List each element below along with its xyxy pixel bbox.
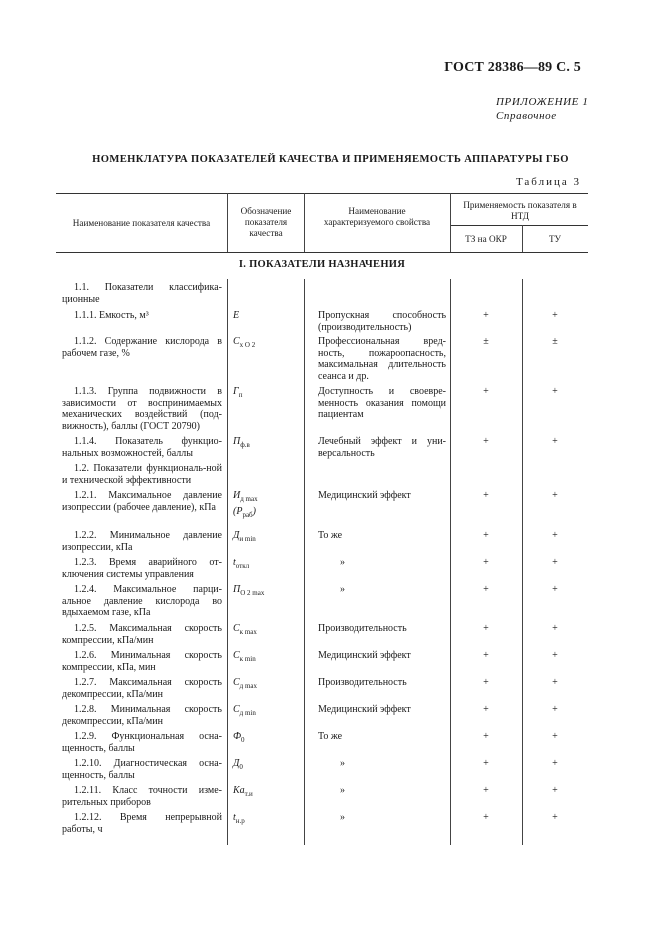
row-symbol: $Ф_0$: [233, 731, 245, 744]
document-reference: ГОСТ 28386—89 С. 5: [444, 60, 581, 75]
row-tu: ±: [552, 336, 558, 347]
row-property: То же: [318, 731, 343, 742]
row-property: То же: [318, 530, 343, 541]
row-symbol: $t_{н.р}$: [233, 812, 245, 825]
row-tu: +: [552, 650, 558, 661]
row-name: 1.1. Показатели классифика-ционные: [62, 282, 222, 305]
row-property: »: [340, 584, 345, 595]
row-tz: ±: [483, 336, 489, 347]
col-header-name: Наименование показателя качества: [72, 218, 211, 228]
row-tu: +: [552, 490, 558, 501]
row-property: Медицинский эффект: [318, 650, 411, 661]
row-symbol: E: [233, 310, 240, 321]
row-tu: +: [552, 310, 558, 321]
row-tu: +: [552, 623, 558, 634]
row-tu: +: [552, 530, 558, 541]
col-header-applicability: Применяемость показателя в НТД: [463, 200, 577, 221]
column-divider: [227, 279, 228, 845]
row-tu: +: [552, 584, 558, 595]
row-tu: +: [552, 386, 558, 397]
row-tz: +: [483, 623, 489, 634]
row-property: Доступность и своевре-менность оказания помощи пациентам: [318, 386, 446, 420]
row-tu: +: [552, 557, 558, 568]
row-tz: +: [483, 386, 489, 397]
row-symbol: $C_{д min}$: [233, 704, 256, 717]
row-name: 1.2.9. Функциональная осна-щенность, баллы: [62, 731, 222, 754]
row-property: Медицинский эффект: [318, 704, 411, 715]
row-property: Профессиональная вред-ность, пожароопасность, максимальная длительность сеанса и др.: [318, 336, 446, 382]
row-symbol: $t_{откл}$: [233, 557, 250, 570]
row-tz: +: [483, 785, 489, 796]
row-symbol: $П_{ф.в}$: [233, 436, 250, 449]
row-name: 1.2.7. Максимальная скорость декомпрессии, кПа/мин: [62, 677, 222, 700]
row-tz: +: [483, 677, 489, 688]
row-symbol: $C_{к max}$: [233, 623, 257, 636]
row-name: 1.2.5. Максимальная скорость компрессии, кПа/мин: [62, 623, 222, 646]
row-symbol: $C_{х О 2}$: [233, 336, 256, 349]
row-name: 1.1.1. Емкость, м³: [74, 310, 149, 321]
row-symbol: $C_{к min}$: [233, 650, 256, 663]
row-property: Производительность: [318, 623, 407, 634]
row-tz: +: [483, 436, 489, 447]
row-tu: +: [552, 704, 558, 715]
table-top-rule: [56, 193, 588, 194]
row-symbol: $Ka_{т.и}$: [233, 785, 253, 798]
row-property: »: [340, 758, 345, 769]
applicability-subrule: [450, 225, 588, 226]
row-name: 1.2.11. Класс точности изме-рительных приборов: [62, 785, 222, 808]
row-name: 1.2.10. Диагностическая осна-щенность, баллы: [62, 758, 222, 781]
row-name: 1.2.8. Минимальная скорость декомпрессии, кПа/мин: [62, 704, 222, 727]
column-divider: [304, 279, 305, 845]
row-tu: +: [552, 677, 558, 688]
row-name: 1.2.12. Время непрерывной работы, ч: [62, 812, 222, 835]
col-header-designation: Обозначение показателя качества: [240, 206, 292, 238]
row-tz: +: [483, 310, 489, 321]
row-tu: +: [552, 812, 558, 823]
row-property: »: [340, 557, 345, 568]
row-name: 1.1.4. Показатель функцио-нальных возможностей, баллы: [62, 436, 222, 459]
row-tz: +: [483, 704, 489, 715]
appendix-title: ПРИЛОЖЕНИЕ 1: [496, 96, 589, 108]
row-symbol: $П_{О 2 max}$: [233, 584, 265, 597]
row-name: 1.1.2. Содержание кислорода в рабочем газе, %: [62, 336, 222, 359]
row-tu: +: [552, 436, 558, 447]
col-header-tu: ТУ: [548, 234, 562, 244]
row-tz: +: [483, 584, 489, 595]
row-property: »: [340, 812, 345, 823]
header-divider: [304, 193, 305, 252]
row-tu: +: [552, 731, 558, 742]
row-name: 1.2.1. Максимальное давление изопрессии (рабочее давление), кПа: [62, 490, 222, 513]
row-tz: +: [483, 812, 489, 823]
row-property: Медицинский эффект: [318, 490, 411, 501]
row-tz: +: [483, 530, 489, 541]
row-tz: +: [483, 557, 489, 568]
row-property: Производительность: [318, 677, 407, 688]
appendix-label: [496, 95, 588, 123]
section-heading: I. ПОКАЗАТЕЛИ НАЗНАЧЕНИЯ: [238, 259, 406, 270]
row-tz: +: [483, 758, 489, 769]
page-title: НОМЕНКЛАТУРА ПОКАЗАТЕЛЕЙ КАЧЕСТВА И ПРИМЕНЯЕМОСТЬ АППАРАТУРЫ ГБО: [92, 154, 569, 165]
col-header-tz: ТЗ на ОКР: [465, 234, 507, 244]
row-name: 1.2.2. Минимальное давление изопрессии, кПа: [62, 530, 222, 553]
row-symbol: $Д_0$: [233, 758, 243, 771]
row-tz: +: [483, 731, 489, 742]
quality-indicators-table: [56, 193, 588, 845]
row-tu: +: [552, 785, 558, 796]
row-symbol: $И_{д max}$ $(P_{раб})$: [233, 490, 258, 519]
row-tz: +: [483, 650, 489, 661]
row-property: »: [340, 785, 345, 796]
header-bottom-rule: [56, 252, 588, 253]
col-header-property: Наименование характеризуемого свойства: [323, 206, 431, 227]
row-symbol: $Д_{и min}$: [233, 530, 256, 543]
row-tu: +: [552, 758, 558, 769]
row-name: 1.2.3. Время аварийного от-ключения системы управления: [62, 557, 222, 580]
table-number: Таблица 3: [515, 176, 581, 188]
row-name: 1.1.3. Группа подвижности в зависимости от воспринимаемых механических воздействий (под-вижность), баллы (ГОСТ 20790): [62, 386, 222, 432]
row-symbol: $Г_п$: [233, 386, 243, 399]
row-property: Лечебный эффект и уни-версальность: [318, 436, 446, 459]
row-tz: +: [483, 490, 489, 501]
row-symbol: $C_{д max}$: [233, 677, 258, 690]
appendix-subtitle: Справочное: [496, 110, 557, 122]
row-name: 1.2. Показатели функциональ-ной и технической эффективности: [62, 463, 222, 486]
row-name: 1.2.4. Максимальное парци-альное давление кислорода во вдыхаемом газе, кПа: [62, 584, 222, 618]
row-property: Пропускная способность (производительность): [318, 310, 446, 333]
row-name: 1.2.6. Минимальная скорость компрессии, кПа, мин: [62, 650, 222, 673]
